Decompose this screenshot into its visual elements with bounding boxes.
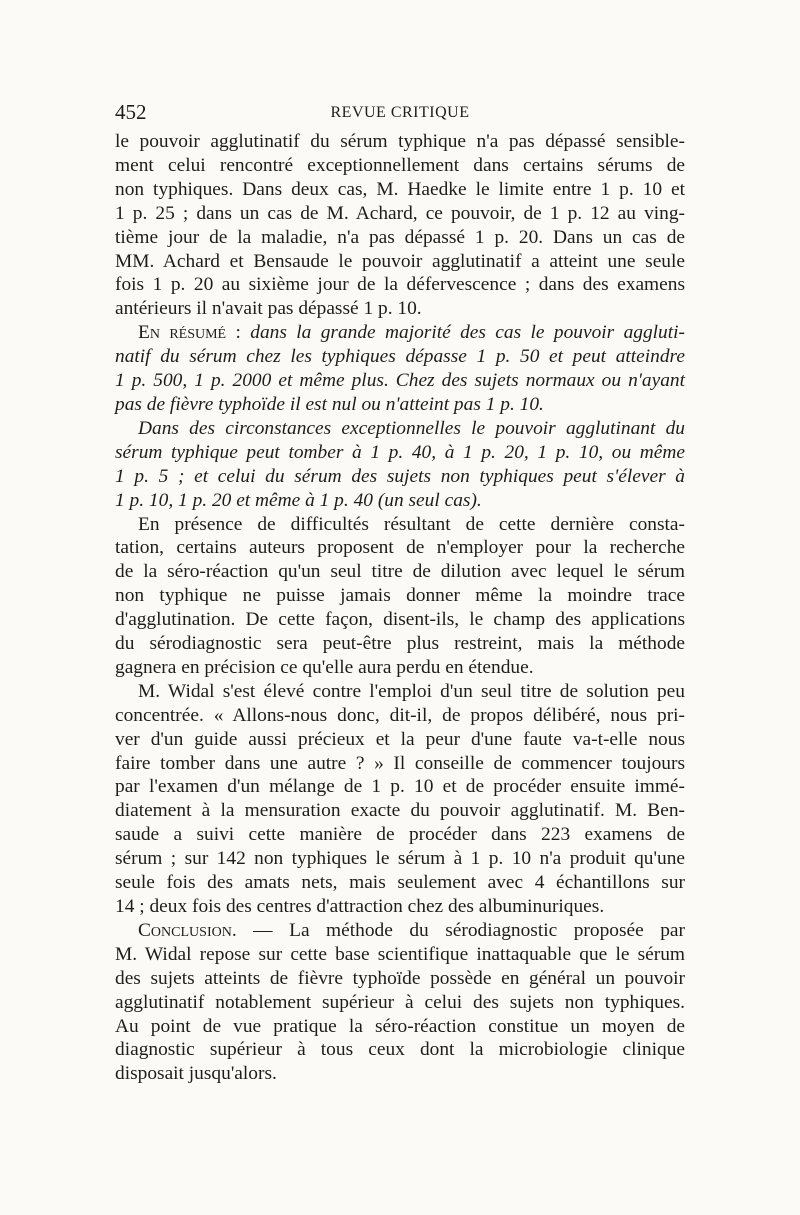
text-line: non typhique ne puisse jamais donner même la moindre trace (115, 585, 685, 607)
text-line: le pouvoir agglutinatif du sérum typhique n'a pas dépassé sensible- (115, 131, 685, 152)
text-line: 14 ; deux fois des centres d'attraction chez des albuminuriques. (115, 896, 605, 917)
text-line: Dans des circonstances exceptionnelles le pouvoir agglutinant du (138, 417, 685, 439)
section-lead: En résumé : (138, 322, 241, 344)
text-line: du sérodiagnostic sera peut-être plus restreint, mais la méthode (115, 633, 685, 655)
section-lead: Conclusion. — (138, 919, 273, 941)
text-line: d'agglutination. De cette façon, disent-ils, le champ des applications (115, 609, 685, 631)
page-header (115, 100, 685, 130)
text-line: seule fois des amats nets, mais seulement avec 4 échantillons sur (115, 872, 685, 894)
text-line: antérieurs il n'avait pas dépassé 1 p. 10. (115, 298, 422, 320)
text-line: Au point de vue pratique la séro-réaction constitue un moyen de (115, 1015, 685, 1037)
text-line: M. Widal s'est élevé contre l'emploi d'un seul titre de solution peu (138, 680, 685, 702)
paragraph (115, 417, 685, 513)
paragraph (115, 680, 685, 919)
page-number: 452 (115, 100, 147, 124)
paragraph-conclusion (115, 919, 685, 1086)
text-line: saude a suivi cette manière de procéder dans 223 examens de (115, 824, 685, 846)
text-line: tation, certains auteurs proposent de n'employer pour la recherche (115, 537, 685, 559)
paragraph-summary (115, 321, 685, 417)
text-line: fois 1 p. 20 au sixième jour de la défervescence ; dans des examens (115, 274, 685, 296)
body-text (115, 130, 685, 1086)
text-segment: La méthode du sérodiagnostic proposée par (289, 919, 685, 941)
text-line: MM. Achard et Bensaude le pouvoir agglutinatif a atteint une seule (115, 250, 685, 272)
italic-text: dans la grande majorité des cas le pouvoir aggluti- (250, 322, 685, 344)
text-line: diatement à la mensuration exacte du pouvoir agglutinatif. M. Ben- (115, 800, 685, 822)
text-line: disposait jusqu'alors. (115, 1063, 277, 1085)
text-line: pas de fièvre typhoïde il est nul ou n'atteint pas 1 p. 10. (115, 393, 544, 415)
text-line: 1 p. 500, 1 p. 2000 et même plus. Chez des sujets normaux ou n'ayant (115, 370, 685, 392)
text-line: concentrée. « Allons-nous donc, dit-il, de propos délibéré, nous pri- (115, 704, 685, 726)
text-line: sérum typhique peut tomber à 1 p. 40, à 1 p. 20, 1 p. 10, ou même (115, 441, 685, 463)
text-line: sérum ; sur 142 non typhiques le sérum à 1 p. 10 n'a produit qu'une (115, 848, 685, 870)
text-line: En présence de difficultés résultant de cette dernière consta- (138, 513, 685, 535)
paragraph (115, 513, 685, 680)
text-line: M. Widal repose sur cette base scientifique inattaquable que le sérum (115, 943, 685, 965)
text-line: 1 p. 5 ; et celui du sérum des sujets non typhiques peut s'élever à (115, 465, 685, 487)
text-line: ment celui rencontré exceptionnellement dans certains sérums de (115, 154, 685, 176)
text-line: natif du sérum chez les typhiques dépasse 1 p. 50 et peut atteindre (115, 346, 685, 368)
paragraph (115, 130, 685, 321)
text-line: 1 p. 25 ; dans un cas de M. Achard, ce pouvoir, de 1 p. 12 au ving- (115, 202, 685, 224)
text-line: agglutinatif notablement supérieur à celui des sujets non typhiques. (115, 991, 685, 1013)
text-line (115, 919, 685, 943)
text-line (115, 321, 685, 345)
text-line: non typhiques. Dans deux cas, M. Haedke le limite entre 1 p. 10 et (115, 178, 685, 200)
text-line: 1 p. 10, 1 p. 20 et même à 1 p. 40 (un seul cas). (115, 489, 482, 511)
text-line: tième jour de la maladie, n'a pas dépassé 1 p. 20. Dans un cas de (115, 226, 685, 248)
text-line: diagnostic supérieur à tous ceux dont la microbiologie clinique (115, 1039, 685, 1061)
text-line: gagnera en précision ce qu'elle aura perdu en étendue. (115, 656, 534, 678)
text-line: par l'examen d'un mélange de 1 p. 10 et de procéder ensuite immé- (115, 776, 685, 798)
running-title: REVUE CRITIQUE (330, 104, 470, 121)
text-line: faire tomber dans une autre ? » Il conseille de commencer toujours (115, 752, 685, 774)
text-line: ver d'un guide aussi précieux et la peur d'une faute va-t-elle nous (115, 728, 685, 750)
text-line: des sujets atteints de fièvre typhoïde possède en général un pouvoir (115, 967, 685, 989)
text-line: de la séro-réaction qu'un seul titre de dilution avec lequel le sérum (115, 561, 685, 583)
